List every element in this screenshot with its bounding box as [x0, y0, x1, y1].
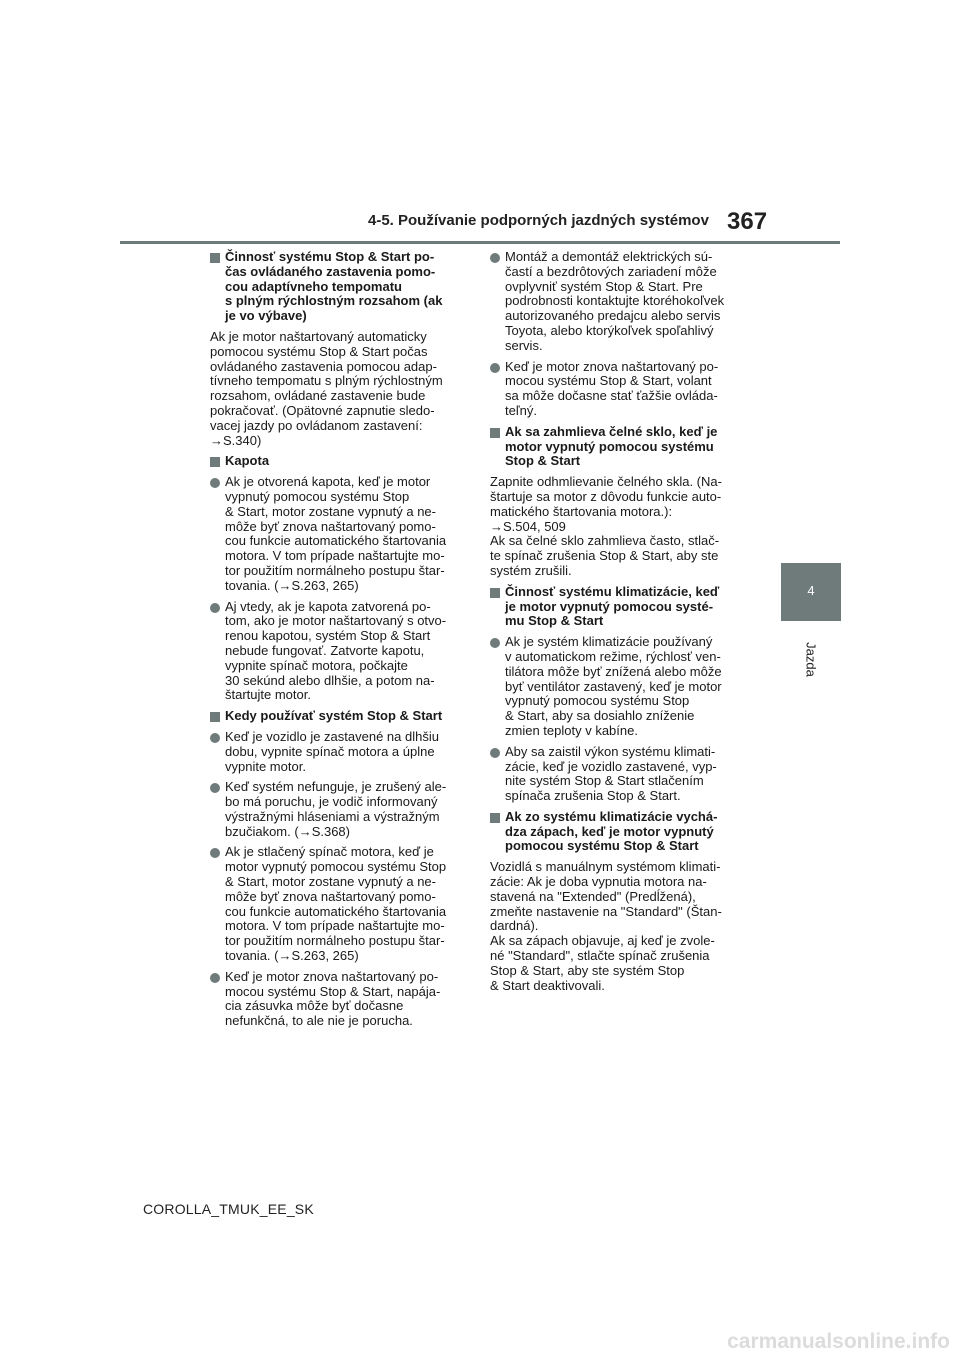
square-bullet-icon	[210, 457, 220, 467]
list-item	[490, 360, 748, 419]
round-bullet-icon	[490, 748, 500, 758]
section-heading	[490, 425, 748, 469]
square-bullet-icon	[490, 588, 500, 598]
heading-text: Ak zo systému klimatizácie vychá- dza zápach, keď je motor vypnutý pomocou systému Stop & Start	[505, 808, 718, 854]
square-bullet-icon	[210, 253, 220, 263]
section-heading	[490, 810, 748, 854]
left-column	[210, 250, 468, 1035]
page-number: 367	[727, 208, 768, 235]
square-bullet-icon	[210, 712, 220, 722]
list-item-text: Montáž a demontáž elektrických sú- častí a bezdrôtových zariadení môže ovplyvniť systém Stop & Start. Pre podrobnosti kontaktujte ktoréhokoľvek autorizovaného predajcu alebo servis Toyota, alebo ktorýkoľvek spoľahlivý servis.	[505, 249, 725, 353]
list-item	[490, 250, 748, 354]
list-item	[210, 845, 468, 963]
square-bullet-icon	[490, 813, 500, 823]
chapter-tab	[781, 563, 841, 621]
list-item-text: Ak je stlačený spínač motora, keď je motor vypnutý pomocou systému Stop & Start, motor zostane vypnutý a ne- môže byť znova naštartovaný pomo- cou funkcie automatického štartovania motora. V tom prípade naštartujte mo- tor použitím normálneho postupu štar- tovania. (→S.263, 265)	[225, 844, 447, 964]
heading-text: Činnosť systému Stop & Start po- čas ovládaného zastavenia pomo- cou adaptívneho tempomatu s plným rýchlostným rozsahom (ak je vo výbave)	[225, 249, 443, 324]
section-heading	[490, 585, 748, 629]
list-item	[210, 970, 468, 1029]
round-bullet-icon	[210, 783, 220, 793]
list-item	[210, 780, 468, 839]
section-heading	[210, 709, 468, 724]
chapter-label: Jazda	[803, 642, 819, 677]
round-bullet-icon	[210, 733, 220, 743]
round-bullet-icon	[210, 478, 220, 488]
list-item	[210, 600, 468, 704]
list-item-text: Keď systém nefunguje, je zrušený ale- bo má poruchu, je vodič informovaný výstražnými hláseniami a výstražným bzučiakom. (→S.368)	[225, 779, 447, 839]
list-item	[490, 745, 748, 804]
document-code: COROLLA_TMUK_EE_SK	[143, 1201, 314, 1217]
heading-text: Kapota	[225, 453, 270, 469]
heading-text: Činnosť systému klimatizácie, keď je motor vypnutý pomocou systé- mu Stop & Start	[505, 583, 720, 629]
list-item	[490, 635, 748, 739]
chapter-number: 4	[807, 583, 815, 598]
round-bullet-icon	[490, 363, 500, 373]
section-title: 4-5. Používanie podporných jazdných systémov	[368, 212, 709, 229]
round-bullet-icon	[210, 848, 220, 858]
list-item-text: Aby sa zaistil výkon systému klimati- zácie, keď je vozidlo zastavené, vyp- nite systém Stop & Start stlačením spínača zrušenia Stop & Start.	[505, 743, 717, 804]
paragraph: Ak je motor naštartovaný automaticky pomocou systému Stop & Start počas ovládaného zastavenia pomocou adap- tívneho tempomatu s plným rýchlostným rozsahom, ovládané zastavenie bude pokračovať. (Opätovné zapnutie sledo- vacej jazdy po ovládanom zastavení: →S.340)	[210, 328, 443, 448]
heading-text: Ak sa zahmlieva čelné sklo, keď je motor vypnutý pomocou systému Stop & Start	[505, 423, 718, 469]
round-bullet-icon	[490, 253, 500, 263]
round-bullet-icon	[210, 603, 220, 613]
list-item-text: Ak je systém klimatizácie používaný v automatickom režime, rýchlosť ven- tilátora môže byť znížená alebo môže byť ventilátor zastavený, keď je motor vypnutý pomocou systému Stop & Start, aby sa dosiahlo zníženie zmien teploty v kabíne.	[505, 634, 722, 738]
square-bullet-icon	[490, 428, 500, 438]
list-item-text: Ak je otvorená kapota, keď je motor vypnutý pomocou systému Stop & Start, motor zostane vypnutý a ne- môže byť znova naštartovaný pomo- cou funkcie automatického štartovania motora. V tom prípade naštartujte mo- tor použitím normálneho postupu štar- tovania. (→S.263, 265)	[225, 474, 447, 593]
list-item-text: Aj vtedy, ak je kapota zatvorená po- tom, ako je motor naštartovaný s otvo- renou kapotou, systém Stop & Start nebude fungovať. Zatvorte kapotu, vypnite spínač motora, počkajte 30 sekúnd alebo dlhšie, a potom na- štartujte motor.	[225, 598, 447, 703]
paragraph: Vozidlá s manuálnym systémom klimati- zácie: Ak je doba vypnutia motora na- stavená na "Extended" (Predĺžená), zmeňte nastavenie na "Standard" (Štan- dardná). Ak sa zápach objavuje, aj keď je zvole- né "Standard", stlačte spínač zrušenia Stop & Start, aby ste systém Stop & Start deaktivovali.	[490, 859, 722, 993]
section-heading	[210, 454, 468, 469]
heading-text: Kedy používať systém Stop & Start	[225, 708, 443, 724]
list-item	[210, 475, 468, 593]
right-column	[490, 250, 748, 999]
list-item	[210, 730, 468, 774]
header-rule	[120, 241, 840, 244]
round-bullet-icon	[210, 973, 220, 983]
watermark: carmanualsonline.info	[727, 1330, 950, 1353]
paragraph: Zapnite odhmlievanie čelného skla. (Na- štartuje sa motor z dôvodu funkcie auto- matického štartovania motora.): →S.504, 509 Ak sa čelné sklo zahmlieva často, stlač- te spínač zrušenia Stop & Start, aby ste systém zrušili.	[490, 474, 722, 578]
list-item-text: Keď je vozidlo je zastavené na dlhšiu dobu, vypnite spínač motora a úplne vypnite motor.	[225, 728, 439, 774]
list-item-text: Keď je motor znova naštartovaný po- mocou systému Stop & Start, volant sa môže dočasne stať ťažšie ovláda- teľný.	[505, 358, 719, 418]
round-bullet-icon	[490, 638, 500, 648]
list-item-text: Keď je motor znova naštartovaný po- mocou systému Stop & Start, napája- cia zásuvka môže byť dočasne nefunkčná, to ale nie je porucha.	[225, 968, 441, 1029]
section-heading	[210, 250, 468, 324]
